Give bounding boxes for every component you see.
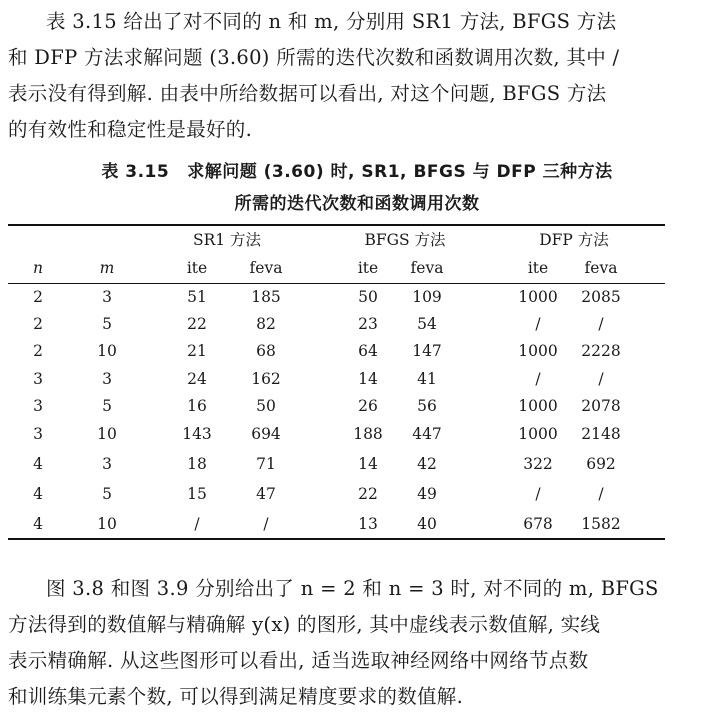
column-header-dfp-feva: feva xyxy=(584,259,618,277)
table-cell-dfp-feva: 2085 xyxy=(581,288,621,306)
outro-line: 方法得到的数值解与精确解 y(x) 的图形, 其中虚线表示数值解, 实线 xyxy=(8,613,601,636)
table-cell-dfp-feva: 692 xyxy=(586,455,616,473)
table-cell-n: 2 xyxy=(33,288,43,306)
table-cell-n: 2 xyxy=(33,342,43,360)
column-header-dfp-ite: ite xyxy=(527,259,549,277)
table-cell-sr1-ite: 18 xyxy=(187,455,207,473)
table-row xyxy=(8,311,665,337)
intro-line: 表示没有得到解. 由表中所给数据可以看出, 对这个问题, BFGS 方法 xyxy=(8,82,607,105)
table-row xyxy=(8,284,665,310)
outro-line: 和训练集元素个数, 可以得到满足精度要求的数值解. xyxy=(8,685,464,708)
table-cell-bfgs-ite: 14 xyxy=(358,370,378,388)
outro-paragraph xyxy=(8,571,698,715)
table-row xyxy=(8,451,665,477)
table-cell-sr1-ite: 143 xyxy=(182,425,212,443)
column-header-sr1-feva: feva xyxy=(249,259,283,277)
table-cell-bfgs-feva: 41 xyxy=(417,370,437,388)
column-header-bfgs-ite: ite xyxy=(357,259,379,277)
group-header-sr1: SR1 方法 xyxy=(192,231,262,249)
table-cell-m: 5 xyxy=(102,485,112,503)
table-cell-dfp-feva: 2148 xyxy=(581,425,621,443)
table-cell-dfp-ite: 1000 xyxy=(518,342,558,360)
table-cell-sr1-ite: 21 xyxy=(187,342,207,360)
table-cell-sr1-feva: 47 xyxy=(256,485,276,503)
table-cell-n: 4 xyxy=(33,515,43,533)
table-cell-m: 10 xyxy=(97,342,117,360)
table-cell-bfgs-ite: 26 xyxy=(358,397,378,415)
table-cell-bfgs-ite: 64 xyxy=(358,342,378,360)
table-cell-n: 4 xyxy=(33,485,43,503)
table-cell-sr1-feva: 50 xyxy=(256,397,276,415)
table-cell-n: 3 xyxy=(33,370,43,388)
table-cell-bfgs-ite: 13 xyxy=(358,515,378,533)
table-cell-sr1-feva: 162 xyxy=(251,370,281,388)
table-cell-sr1-feva: 694 xyxy=(251,425,281,443)
column-header-m: m xyxy=(99,259,115,277)
column-header-sr1-ite: ite xyxy=(186,259,208,277)
table-row xyxy=(8,421,665,447)
table-cell-sr1-feva: / xyxy=(263,515,269,533)
table-bottom-rule xyxy=(8,538,665,540)
table-cell-bfgs-ite: 22 xyxy=(358,485,378,503)
table-cell-sr1-ite: 16 xyxy=(187,397,207,415)
table-row xyxy=(8,393,665,419)
group-header-bfgs: BFGS 方法 xyxy=(364,231,446,249)
table-cell-sr1-ite: / xyxy=(194,515,200,533)
table-cell-dfp-feva: 2078 xyxy=(581,397,621,415)
table-cell-bfgs-feva: 147 xyxy=(412,342,442,360)
table-group-header-row xyxy=(8,227,665,253)
table-cell-dfp-feva: / xyxy=(598,315,604,333)
table-cell-dfp-ite: 322 xyxy=(523,455,553,473)
table-cell-bfgs-feva: 40 xyxy=(417,515,437,533)
table-cell-sr1-ite: 15 xyxy=(187,485,207,503)
table-cell-bfgs-ite: 188 xyxy=(353,425,383,443)
table-caption-line1: 求解问题 (3.60) 时, SR1, BFGS 与 DFP 三种方法 xyxy=(187,162,613,182)
outro-line: 表示精确解. 从这些图形可以看出, 适当选取神经网络中网络节点数 xyxy=(8,649,589,672)
table-cell-dfp-ite: / xyxy=(535,315,541,333)
table-caption xyxy=(0,157,714,182)
table-cell-dfp-ite: / xyxy=(535,370,541,388)
table-cell-m: 10 xyxy=(97,515,117,533)
table-row xyxy=(8,481,665,507)
table-cell-sr1-feva: 82 xyxy=(256,315,276,333)
group-header-dfp: DFP 方法 xyxy=(539,231,609,249)
table-cell-sr1-feva: 185 xyxy=(251,288,281,306)
table-cell-bfgs-feva: 109 xyxy=(412,288,442,306)
table-cell-dfp-feva: / xyxy=(598,485,604,503)
table-cell-bfgs-feva: 42 xyxy=(417,455,437,473)
table-cell-bfgs-feva: 56 xyxy=(417,397,437,415)
table-cell-bfgs-feva: 49 xyxy=(417,485,437,503)
column-header-bfgs-feva: feva xyxy=(410,259,444,277)
table-cell-bfgs-ite: 14 xyxy=(358,455,378,473)
table-cell-dfp-ite: 1000 xyxy=(518,288,558,306)
table-row xyxy=(8,366,665,392)
column-header-n: n xyxy=(33,259,43,277)
table-caption-label: 表 3.15 xyxy=(101,162,170,182)
table-cell-m: 3 xyxy=(102,455,112,473)
table-row xyxy=(8,338,665,364)
table-cell-n: 3 xyxy=(33,397,43,415)
table-cell-dfp-feva: 1582 xyxy=(581,515,621,533)
table-cell-sr1-ite: 22 xyxy=(187,315,207,333)
table-cell-m: 3 xyxy=(102,288,112,306)
table-cell-sr1-ite: 24 xyxy=(187,370,207,388)
table-cell-bfgs-feva: 54 xyxy=(417,315,437,333)
intro-line: 表 3.15 给出了对不同的 n 和 m, 分别用 SR1 方法, BFGS 方法 xyxy=(46,10,617,33)
table-cell-bfgs-ite: 50 xyxy=(358,288,378,306)
table-cell-dfp-ite: 1000 xyxy=(518,397,558,415)
table-cell-bfgs-feva: 447 xyxy=(412,425,442,443)
table-cell-sr1-feva: 71 xyxy=(256,455,276,473)
intro-line: 和 DFP 方法求解问题 (3.60) 所需的迭代次数和函数调用次数, 其中 / xyxy=(8,46,620,69)
table-column-header-row xyxy=(8,255,665,281)
table-cell-n: 2 xyxy=(33,315,43,333)
table-cell-n: 4 xyxy=(33,455,43,473)
intro-line: 的有效性和稳定性是最好的. xyxy=(8,118,253,141)
table-cell-dfp-ite: 1000 xyxy=(518,425,558,443)
table-caption-line2: 所需的迭代次数和函数调用次数 xyxy=(234,194,480,214)
table-row xyxy=(8,511,665,537)
table-cell-m: 3 xyxy=(102,370,112,388)
table-cell-dfp-ite: / xyxy=(535,485,541,503)
intro-paragraph xyxy=(8,4,698,148)
table-cell-m: 5 xyxy=(102,315,112,333)
outro-line: 图 3.8 和图 3.9 分别给出了 n = 2 和 n = 3 时, 对不同的 m, BFGS xyxy=(46,577,659,600)
table-cell-sr1-ite: 51 xyxy=(187,288,207,306)
table-cell-m: 10 xyxy=(97,425,117,443)
table-cell-sr1-feva: 68 xyxy=(256,342,276,360)
table-cell-m: 5 xyxy=(102,397,112,415)
table-cell-bfgs-ite: 23 xyxy=(358,315,378,333)
table-top-rule xyxy=(8,224,665,226)
table-cell-dfp-ite: 678 xyxy=(523,515,553,533)
table-cell-dfp-feva: 2228 xyxy=(581,342,621,360)
table-cell-n: 3 xyxy=(33,425,43,443)
table-cell-dfp-feva: / xyxy=(598,370,604,388)
